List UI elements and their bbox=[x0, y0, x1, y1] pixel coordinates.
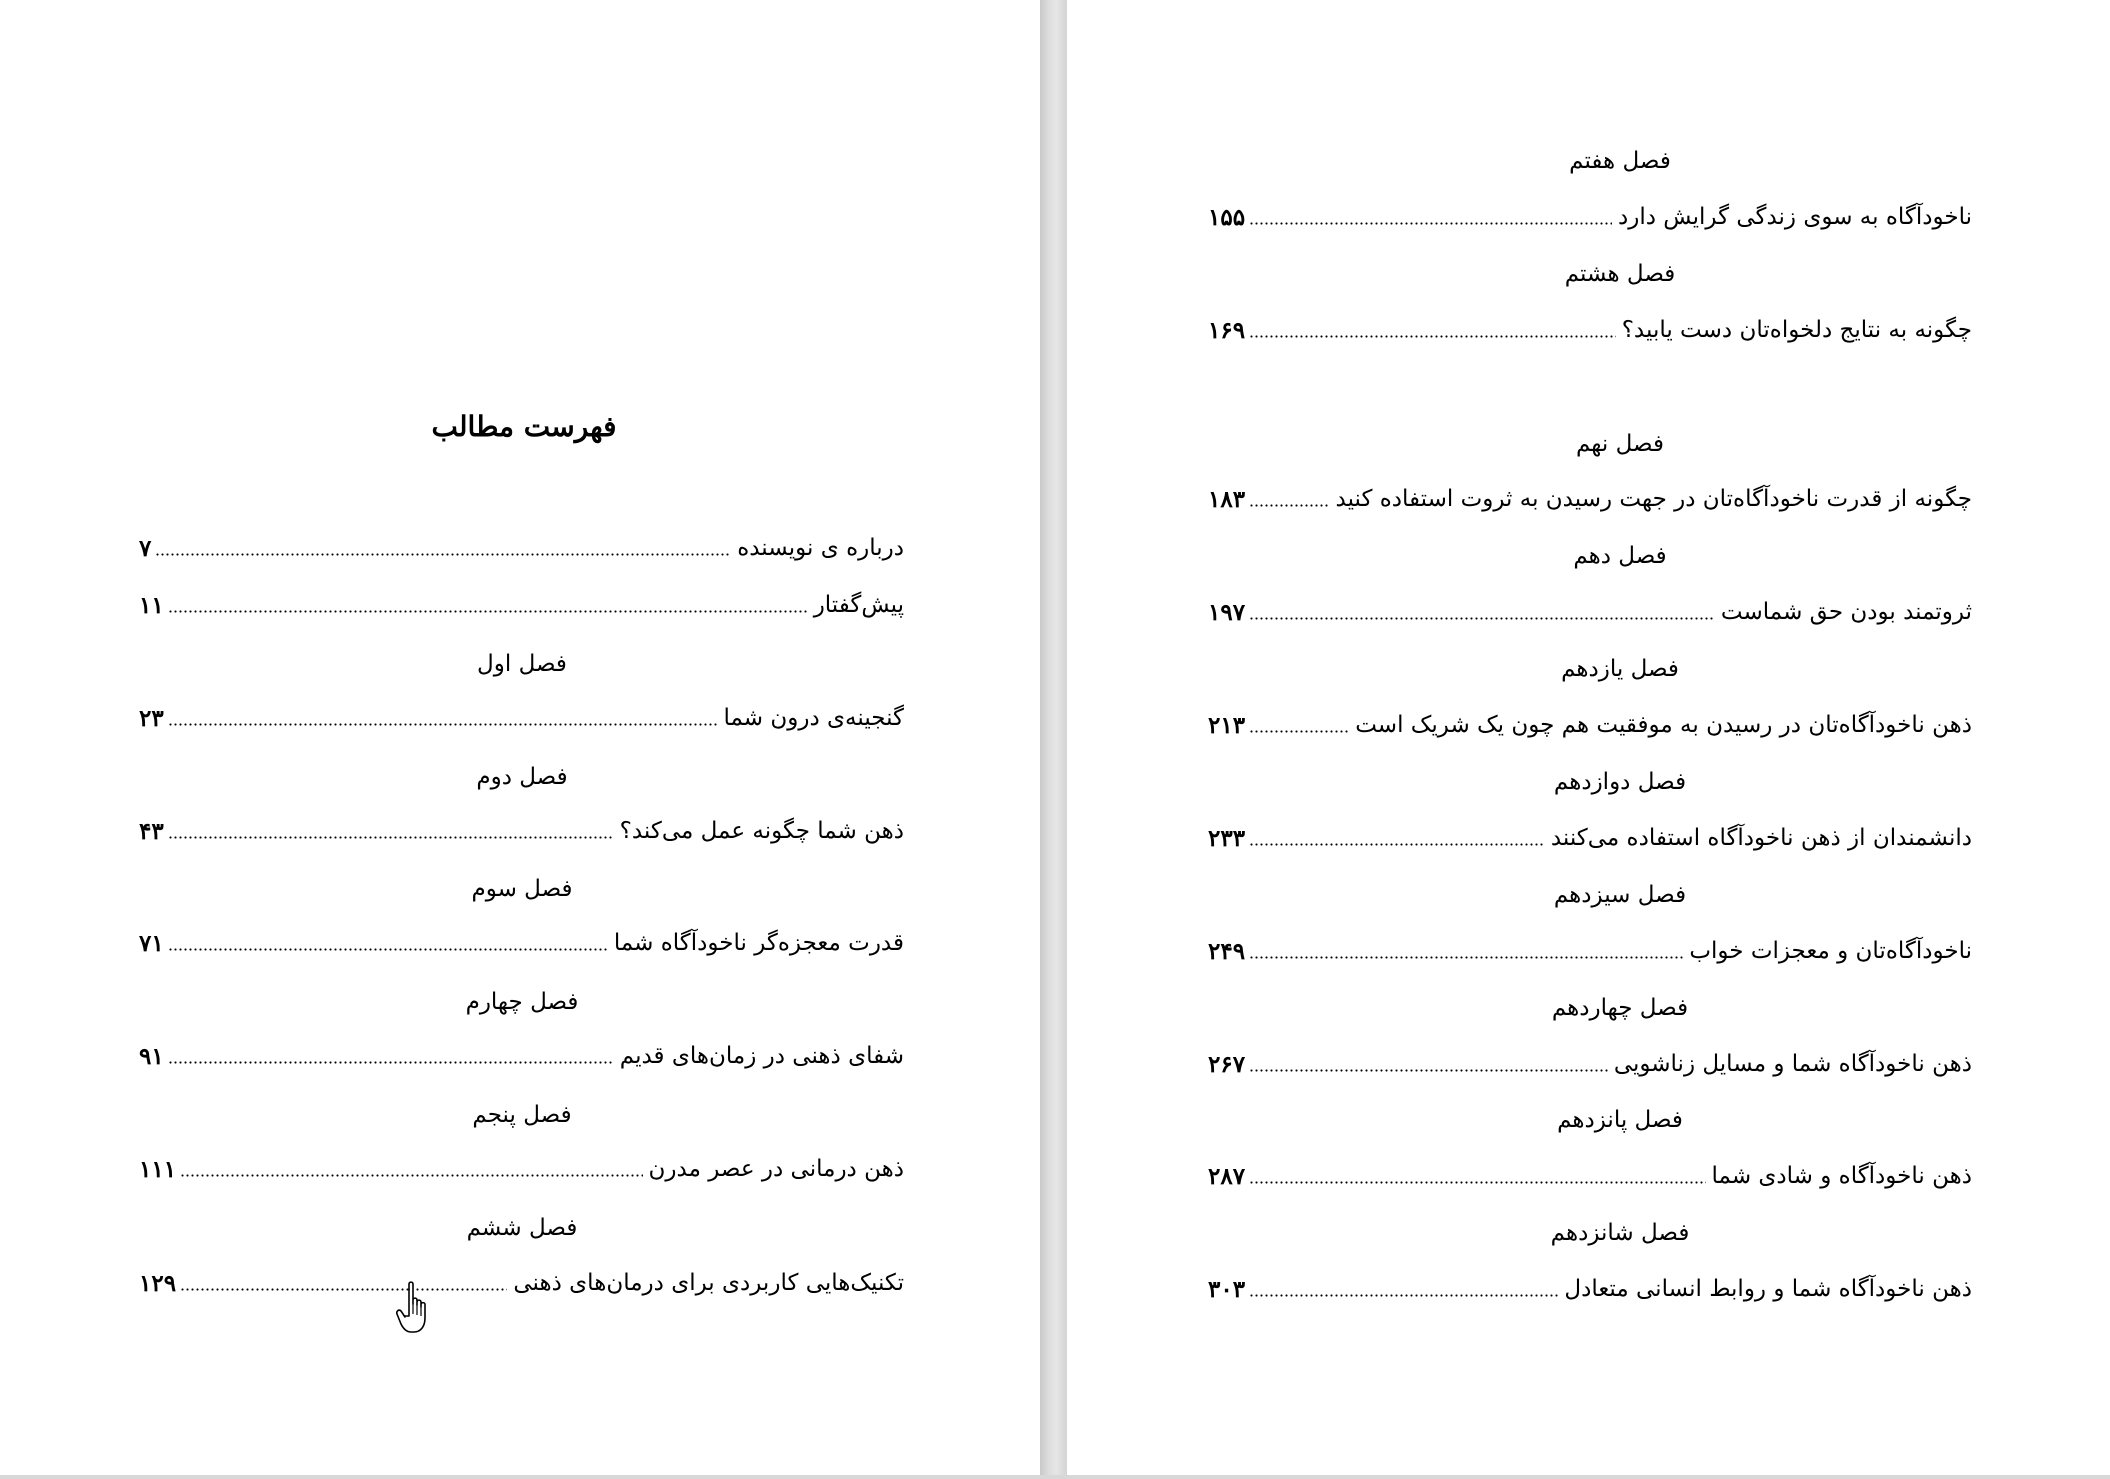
toc-entry-page: ۷ bbox=[139, 534, 152, 562]
toc-entry[interactable] bbox=[139, 530, 904, 566]
toc-entry-title: تکنیک‌هایی کاربردی برای درمان‌های ذهنی bbox=[513, 1270, 904, 1296]
chapter-heading: فصل سیزدهم bbox=[1553, 882, 1687, 908]
leader-dots bbox=[168, 723, 718, 726]
toc-entry[interactable] bbox=[1208, 933, 1972, 969]
toc-entry-title: ذهن ناخودآگاه شما و مسایل زناشویی bbox=[1613, 1051, 1972, 1077]
toc-title: فهرست مطالب bbox=[431, 410, 617, 443]
leader-dots bbox=[1249, 843, 1545, 846]
chapter-heading: فصل نهم bbox=[1576, 431, 1664, 457]
hand-cursor-icon bbox=[396, 1280, 436, 1336]
toc-entry[interactable] bbox=[1208, 707, 1972, 743]
leader-dots bbox=[180, 1174, 642, 1177]
toc-entry[interactable] bbox=[139, 1265, 904, 1301]
leader-dots bbox=[168, 1061, 614, 1064]
chapter-heading: فصل سوم bbox=[471, 876, 573, 902]
toc-entry-title: ذهن ناخودآگاه و شادی شما bbox=[1711, 1163, 1972, 1189]
toc-entry-page: ۲۳ bbox=[139, 704, 164, 732]
chapter-heading: فصل چهارم bbox=[465, 989, 579, 1015]
page-bottom-edge bbox=[0, 1475, 2110, 1479]
toc-entry[interactable] bbox=[139, 925, 904, 961]
chapter-heading: فصل هفتم bbox=[1569, 148, 1671, 174]
toc-entry-page: ۱۵۵ bbox=[1208, 203, 1246, 231]
toc-entry-page: ۴۳ bbox=[139, 817, 164, 845]
toc-entry-title: گنجینه‌ی درون شما bbox=[723, 705, 904, 731]
leader-dots bbox=[1249, 730, 1349, 733]
right-page bbox=[1067, 0, 2110, 1479]
chapter-heading: فصل پانزدهم bbox=[1557, 1107, 1683, 1133]
chapter-heading: فصل یازدهم bbox=[1561, 656, 1679, 682]
leader-dots bbox=[180, 1288, 507, 1291]
leader-dots bbox=[1249, 1294, 1558, 1297]
toc-entry[interactable] bbox=[1208, 820, 1972, 856]
leader-dots bbox=[1249, 222, 1612, 225]
leader-dots bbox=[1249, 1069, 1608, 1072]
toc-entry[interactable] bbox=[139, 700, 904, 736]
toc-entry-title: قدرت معجزه‌گر ناخودآگاه شما bbox=[613, 930, 904, 956]
chapter-heading: فصل پنجم bbox=[472, 1102, 572, 1128]
chapter-heading: فصل شانزدهم bbox=[1550, 1220, 1690, 1246]
toc-entry-page: ۱۶۹ bbox=[1208, 316, 1246, 344]
chapter-heading: فصل اول bbox=[477, 651, 567, 677]
leader-dots bbox=[168, 610, 808, 613]
toc-entry-page: ۲۴۹ bbox=[1208, 937, 1246, 965]
toc-entry[interactable] bbox=[139, 813, 904, 849]
toc-entry[interactable] bbox=[1208, 1271, 1972, 1307]
leader-dots bbox=[168, 948, 608, 951]
toc-entry-page: ۲۱۳ bbox=[1208, 711, 1246, 739]
chapter-heading: فصل ششم bbox=[466, 1215, 578, 1241]
chapter-heading: فصل هشتم bbox=[1564, 261, 1676, 287]
toc-entry-page: ۲۸۷ bbox=[1208, 1162, 1246, 1190]
toc-entry-page: ۹۱ bbox=[139, 1042, 164, 1070]
toc-entry-title: درباره ی نویسنده bbox=[737, 535, 904, 561]
toc-entry-title: ذهن شما چگونه عمل می‌کند؟ bbox=[619, 818, 904, 844]
leader-dots bbox=[1249, 504, 1329, 507]
toc-entry-title: ناخودآگاه‌تان و معجزات خواب bbox=[1689, 938, 1972, 964]
chapter-heading: فصل دهم bbox=[1573, 543, 1667, 569]
toc-entry-page: ۱۱۱ bbox=[139, 1155, 177, 1183]
toc-entry[interactable] bbox=[1208, 481, 1972, 517]
toc-entry[interactable] bbox=[139, 1151, 904, 1187]
toc-entry-title: ذهن درمانی در عصر مدرن bbox=[648, 1156, 904, 1182]
page-gutter bbox=[1040, 0, 1067, 1479]
chapter-heading: فصل چهاردهم bbox=[1551, 995, 1689, 1021]
toc-entry-title: ناخودآگاه به سوی زندگی گرایش دارد bbox=[1617, 204, 1972, 230]
toc-entry[interactable] bbox=[1208, 312, 1972, 348]
toc-entry-title: ثروتمند بودن حق شماست bbox=[1720, 599, 1972, 625]
toc-entry[interactable] bbox=[139, 587, 904, 623]
leader-dots bbox=[1249, 956, 1683, 959]
chapter-heading: فصل دوم bbox=[476, 764, 568, 790]
toc-entry-title: پیش‌گفتار bbox=[813, 592, 904, 618]
chapter-heading: فصل دوازدهم bbox=[1553, 769, 1687, 795]
toc-entry-title: ذهن ناخودآگاه‌تان در رسیدن به موفقیت هم چون یک شریک است bbox=[1355, 712, 1972, 738]
toc-entry-page: ۱۱ bbox=[139, 591, 164, 619]
leader-dots bbox=[1249, 335, 1616, 338]
toc-entry-page: ۲۳۳ bbox=[1208, 824, 1246, 852]
toc-entry[interactable] bbox=[139, 1038, 904, 1074]
toc-entry-page: ۳۰۳ bbox=[1208, 1275, 1246, 1303]
toc-entry-title: ذهن ناخودآگاه شما و روابط انسانی متعادل bbox=[1564, 1276, 1972, 1302]
leader-dots bbox=[155, 553, 731, 556]
toc-entry-page: ۱۲۹ bbox=[139, 1269, 177, 1297]
toc-entry-title: چگونه به نتایج دلخواه‌تان دست یابید؟ bbox=[1621, 317, 1972, 343]
toc-entry-title: شفای ذهنی در زمان‌های قدیم bbox=[619, 1043, 904, 1069]
toc-entry-page: ۱۹۷ bbox=[1208, 598, 1246, 626]
toc-entry-page: ۱۸۳ bbox=[1208, 485, 1246, 513]
toc-entry-page: ۲۶۷ bbox=[1208, 1050, 1246, 1078]
leader-dots bbox=[1249, 1181, 1705, 1184]
toc-entry[interactable] bbox=[1208, 594, 1972, 630]
leader-dots bbox=[1249, 617, 1715, 620]
toc-entry-title: دانشمندان از ذهن ناخودآگاه استفاده می‌کنند bbox=[1550, 825, 1972, 851]
toc-entry-page: ۷۱ bbox=[139, 929, 164, 957]
toc-entry-title: چگونه از قدرت ناخودآگاه‌تان در جهت رسیدن به ثروت استفاده کنید bbox=[1335, 486, 1972, 512]
toc-entry[interactable] bbox=[1208, 1158, 1972, 1194]
toc-entry[interactable] bbox=[1208, 1046, 1972, 1082]
leader-dots bbox=[168, 836, 614, 839]
left-page bbox=[0, 0, 1040, 1479]
toc-entry[interactable] bbox=[1208, 199, 1972, 235]
